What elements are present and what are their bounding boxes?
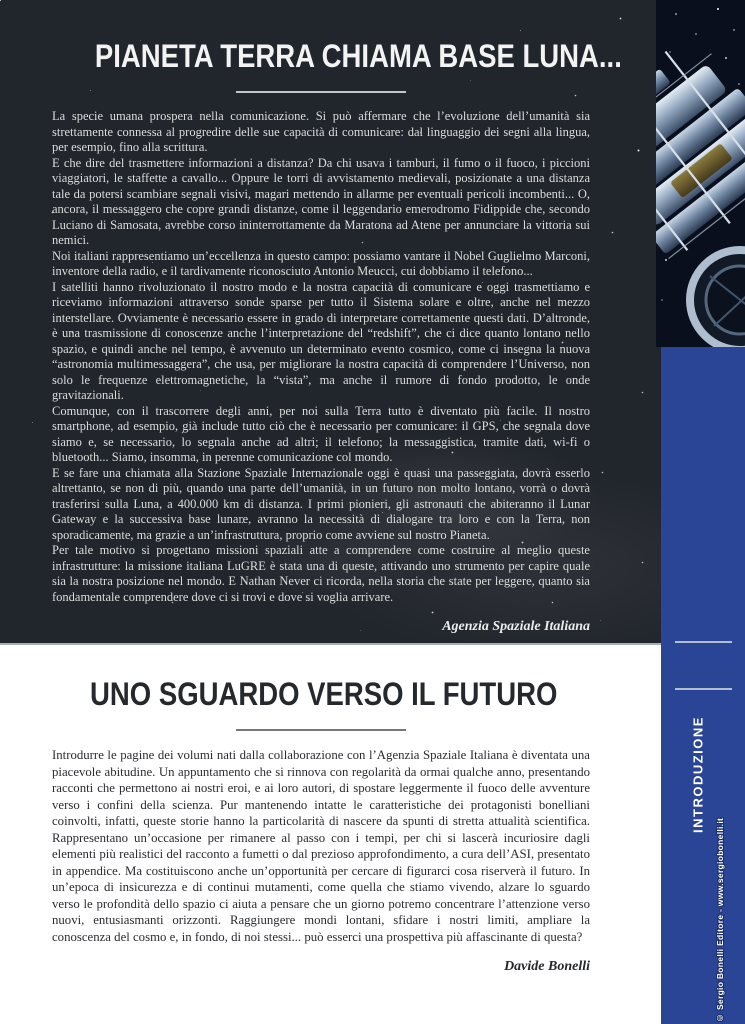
future-outlook-panel (0, 645, 661, 1024)
paragraph: Comunque, con il trascorrere degli anni, per noi sulla Terra tutto è diventato più facile. Il nostro smartphone, ad esempio, già include tutto ciò che è necessario per comunicare: il GPS, che segnala dove siamo e, se necessario, lo segnala anche ad altri; il telefono; la messaggistica, tramite dati, wi-fi o bluetooth... Siamo, insomma, in perenne comunicazione col mondo. (52, 403, 590, 464)
chapter-tab-introduzione: INTRODUZIONE (690, 716, 706, 833)
tab-divider-line (675, 688, 732, 690)
paragraph: E che dire del trasmettere informazioni a distanza? Da chi usava i tamburi, il fumo o il fuoco, i piccioni viaggiatori, le staffette a cavallo... Oppure le torri di avvistamento medievali, posizionate a una distanza tale da potersi scambiare segnali visivi, magari mettendo in allarme per eventuali pericoli incombenti... O, ancora, il messaggero che copre grandi distanze, come il leggendario emerodromo Fidippide che, secondo Luciano di Samosata, avrebbe corso ininterrottamente da Maratona ad Atene per annunciare la vittoria sui nemici. (52, 155, 590, 247)
signature-agenzia-spaziale-italiana: Agenzia Spaziale Italiana (442, 619, 590, 634)
title-underline (236, 91, 406, 93)
paragraph: Noi italiani rappresentiamo un’eccellenza in questo campo: possiamo vantare il Nobel Guglielmo Marconi, inventore della radio, e il tardivamente riconosciuto Antonio Meucci, cui dobbiamo il telefono... (52, 248, 590, 278)
starfield-dim (0, 0, 1, 1)
paragraph: I satelliti hanno rivoluzionato il nostro modo e la nostra capacità di comunicare e oggi trasmettiamo e riceviamo informazioni attraverso sonde sparse per tutto il Sistema solare e oltre, anche nel mezzo interstellare. Ovviamente è necessario essere in grado di interpretare correttamente questi dati. D’altronde, è una trasmissione di conoscenze anche l’interpretazione del “redshift”, che ci dice quanto lontano nello spazio, e quindi anche nel tempo, è avvenuto un determinato evento cosmico, come ci insegna la nuova “astronomia multimessaggera”, che usa, per migliorare la nostra capacità di comprendere l’Universo, non solo le frequenze elettromagnetiche, la “vista”, ma anche il rumore di fondo prodotto, le onde gravitazionali. (52, 279, 590, 402)
tab-divider-line (675, 641, 732, 643)
bottom-section-title: UNO SGUARDO VERSO IL FUTURO (90, 676, 558, 712)
top-content-column (52, 0, 622, 635)
bottom-content-column (52, 645, 590, 975)
publisher-copyright: © Sergio Bonelli Editore - www.sergiobonelli.it (715, 817, 725, 1023)
iss-satellite-photo (656, 0, 745, 347)
paragraph: E se fare una chiamata alla Stazione Spaziale Internazionale oggi è quasi una passeggiata, dovrà esserlo altrettanto, se non di più, quando una parte dell’umanità, in un futuro non molto lontano, vorrà o dovrà trasferirsi sulla Luna, a 400.000 km di distanza. I primi pionieri, gli astronauti che abiteranno il Lunar Gateway e la successiva base lunare, avranno la necessità di dialogare tra loro e con la Terra, non sporadicamente, ma grazie a un’infrastruttura, proprio come avviene sul nostro Pianeta. (52, 465, 590, 542)
chapter-sidebar (661, 347, 745, 1024)
top-title-block (52, 38, 622, 93)
bottom-title-block (52, 676, 590, 731)
top-body-text (52, 109, 590, 605)
space-station-illustration (656, 0, 745, 347)
paragraph: Introdurre le pagine dei volumi nati dalla collaborazione con l’Agenzia Spaziale Italiana è diventata una piacevole abitudine. Un appuntamento che si rinnova con regolarità da ormai qualche anno, presentando racconti che permettono ai nostri eroi, e ai loro autori, di spostare leggermente il fuoco delle avventure verso i confini della scienza. Pur mantenendo intatte le caratteristiche dei protagonisti bonelliani coinvolti, infatti, queste storie hanno la particolarità di nascere da spunti di stretta attualità scientifica. Rappresentano un’occasione per rimanere al passo con i tempi, per chi si lascerà incuriosire dagli elementi più realistici del racconto a fumetti o dal prezioso approfondimento, a cura dell’ASI, presentato in appendice. Ma costituiscono anche un’opportunità per cercare di figurarci cosa riserverà il futuro. In un’epoca di insicurezza e di continui mutamenti, come quella che stiamo vivendo, alzare lo sguardo verso le profondità dello spazio ci aiuta a pensare che un giorno potremo concentrare l’attenzione verso nuovi, entusiasmanti orizzonti. Raggiungere mondi lontani, sfidare i nostri limiti, ampliare la conoscenza del cosmo e, in fondo, di noi stessi... può esserci una prospettiva più affascinante di questa? (52, 748, 590, 944)
bottom-body-text (52, 747, 590, 945)
paragraph: La specie umana prospera nella comunicazione. Si può affermare che l’evoluzione dell’umanità sia strettamente connessa al progredire delle sue capacità di comunicare: dal linguaggio dei segni alla lingua, per esempio, fino alla scrittura. (52, 109, 590, 154)
paragraph: Per tale motivo si progettano missioni spaziali atte a comprendere come costruire al meglio queste infrastrutture: la missione italiana LuGRE è stata una di queste, attivando uno strumento per capire quale sia la nostra posizione nel mondo. E Nathan Never ci ricorda, nella storia che state per leggere, quanto sia fondamentale comprendere dove ci si trovi e dove si voglia arrivare. (52, 543, 590, 604)
top-section-title: PIANETA TERRA CHIAMA BASE LUNA... (94, 38, 622, 74)
signature-davide-bonelli: Davide Bonelli (504, 959, 590, 974)
title-underline (236, 729, 406, 731)
